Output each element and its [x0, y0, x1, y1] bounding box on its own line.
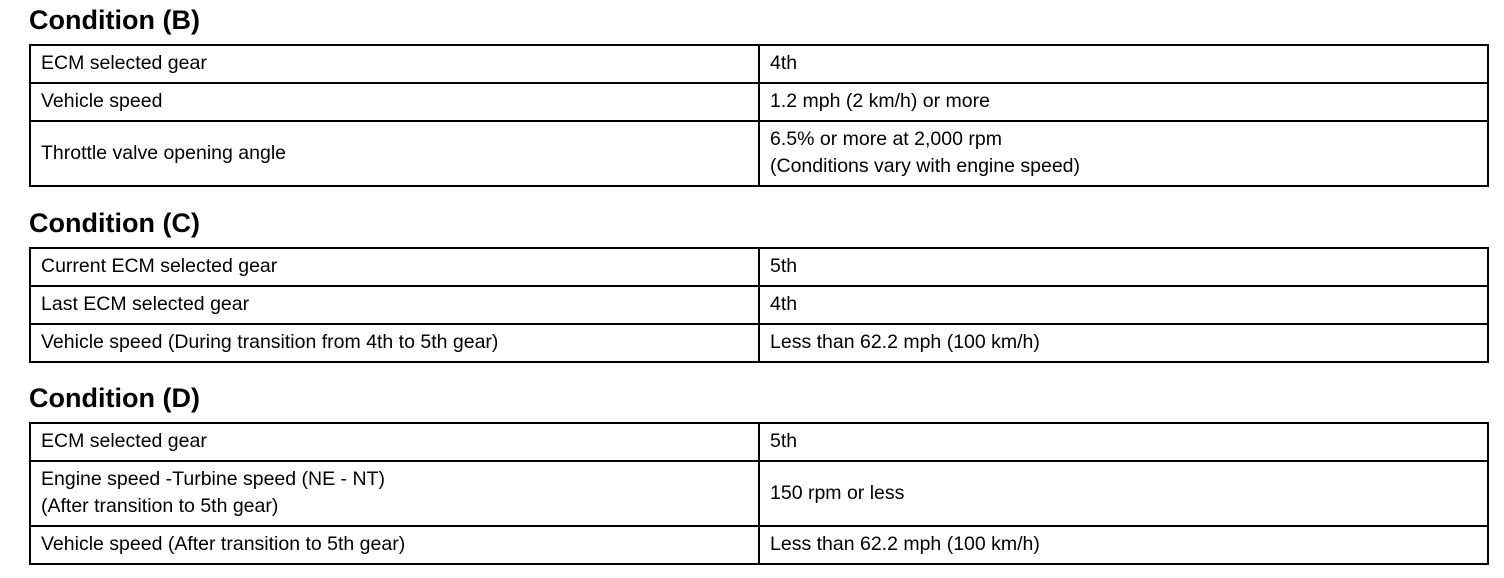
value-text: 5th: [770, 430, 798, 452]
value-text: 4th: [770, 52, 798, 74]
value-text: (Conditions vary with engine speed): [770, 155, 1081, 177]
condition-d-table: [29, 422, 1489, 565]
value-cell: [759, 286, 1488, 324]
item-text: ECM selected gear: [41, 430, 207, 452]
item-text: Vehicle speed: [41, 90, 163, 112]
item-cell: [30, 286, 759, 324]
item-text: Vehicle speed (During transition from 4th to 5th gear): [41, 331, 499, 353]
condition-d-section: [29, 382, 1445, 565]
table-row: [30, 526, 1488, 564]
table-row: [30, 461, 1488, 526]
item-text: Last ECM selected gear: [41, 293, 250, 315]
table-row: [30, 324, 1488, 362]
section-title: Condition (B): [29, 5, 200, 35]
item-cell: [30, 45, 759, 83]
value-cell: [759, 423, 1488, 461]
item-text: Engine speed -Turbine speed (NE - NT): [41, 468, 385, 490]
table-row: [30, 83, 1488, 121]
value-text: 1.2 mph (2 km/h) or more: [770, 90, 990, 112]
value-cell: [759, 526, 1488, 564]
item-text: (After transition to 5th gear): [41, 495, 279, 517]
item-cell: [30, 526, 759, 564]
value-cell: [759, 248, 1488, 286]
table-row: [30, 286, 1488, 324]
value-text: 150 rpm or less: [770, 481, 905, 504]
condition-c-table: [29, 247, 1489, 363]
table-row: [30, 121, 1488, 186]
condition-c-section: [29, 207, 1445, 363]
table-row: [30, 423, 1488, 461]
value-text: Less than 62.2 mph (100 km/h): [770, 533, 1040, 555]
value-cell: [759, 461, 1488, 526]
value-cell: [759, 45, 1488, 83]
item-cell: [30, 461, 759, 526]
value-text: Less than 62.2 mph (100 km/h): [770, 331, 1040, 353]
value-text: 6.5% or more at 2,000 rpm: [770, 128, 1002, 150]
value-cell: [759, 121, 1488, 186]
item-cell: [30, 248, 759, 286]
value-text: 4th: [770, 293, 798, 315]
value-text: 5th: [770, 255, 798, 277]
item-cell: [30, 324, 759, 362]
value-cell: [759, 83, 1488, 121]
section-title: Condition (C): [29, 208, 200, 238]
item-text: Vehicle speed (After transition to 5th gear): [41, 533, 406, 555]
item-cell: [30, 423, 759, 461]
section-title: Condition (D): [29, 383, 200, 413]
item-cell: [30, 83, 759, 121]
item-text: ECM selected gear: [41, 52, 207, 74]
condition-b-table: [29, 44, 1489, 187]
table-row: [30, 248, 1488, 286]
condition-b-section: [29, 4, 1445, 187]
table-row: [30, 45, 1488, 83]
item-text: Current ECM selected gear: [41, 255, 278, 277]
item-cell: [30, 121, 759, 186]
item-text: Throttle valve opening angle: [41, 141, 286, 164]
value-cell: [759, 324, 1488, 362]
